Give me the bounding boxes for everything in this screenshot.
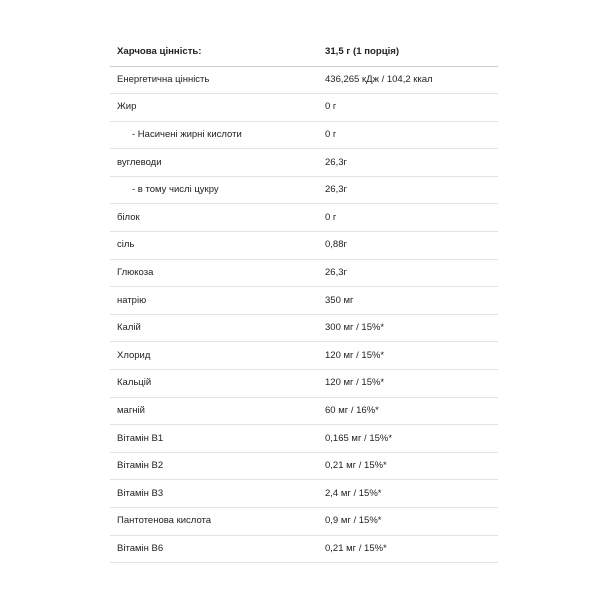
nutrient-value: 26,3г bbox=[325, 156, 347, 168]
nutrient-value: 0,9 мг / 15%* bbox=[325, 515, 382, 527]
nutrient-name: Пантотенова кислота bbox=[117, 515, 212, 527]
table-row bbox=[110, 508, 498, 536]
table-row bbox=[110, 176, 498, 204]
table-row bbox=[110, 94, 498, 122]
table-row bbox=[110, 452, 498, 480]
nutrient-name: сіль bbox=[117, 239, 135, 251]
table-row bbox=[110, 149, 498, 177]
nutrient-name: Енергетична цінність bbox=[117, 73, 210, 85]
nutrient-name: магній bbox=[117, 404, 145, 416]
table-row bbox=[110, 204, 498, 232]
nutrient-name: Вітамін B1 bbox=[117, 432, 164, 444]
nutrient-value: 26,3г bbox=[325, 184, 347, 196]
nutrient-name: Кальцій bbox=[117, 377, 152, 389]
nutrient-value: 436,265 кДж / 104,2 ккал bbox=[325, 73, 433, 85]
nutrient-name: Жир bbox=[117, 101, 137, 113]
nutrient-value: 0 г bbox=[325, 101, 337, 113]
nutrient-value: 300 мг / 15%* bbox=[325, 322, 385, 334]
nutrient-value: 0,165 мг / 15%* bbox=[325, 432, 393, 444]
nutrient-value: 120 мг / 15%* bbox=[325, 349, 385, 361]
table-row bbox=[110, 66, 498, 94]
table-row bbox=[110, 397, 498, 425]
table-header-row bbox=[110, 38, 498, 66]
nutrient-name: - Насичені жирні кислоти bbox=[132, 128, 242, 140]
nutrient-value: 0,21 мг / 15%* bbox=[325, 460, 387, 472]
table-row bbox=[110, 425, 498, 453]
nutrient-value: 0 г bbox=[325, 128, 337, 140]
table-row bbox=[110, 287, 498, 315]
nutrient-name: Вітамін B3 bbox=[117, 487, 164, 499]
table-row bbox=[110, 259, 498, 287]
nutrient-name: Вітамін B2 bbox=[117, 460, 164, 472]
table-row bbox=[110, 121, 498, 149]
table-row bbox=[110, 232, 498, 260]
nutrition-table bbox=[110, 38, 498, 563]
nutrient-name: вуглеводи bbox=[117, 156, 162, 168]
table-row bbox=[110, 314, 498, 342]
nutrient-name: - в тому числі цукру bbox=[132, 184, 219, 196]
nutrient-name: натрію bbox=[117, 294, 147, 306]
nutrient-name: білок bbox=[117, 211, 140, 223]
table-row bbox=[110, 342, 498, 370]
table-row bbox=[110, 480, 498, 508]
table-row bbox=[110, 370, 498, 398]
header-value: 31,5 г (1 порція) bbox=[325, 45, 400, 57]
nutrient-name: Вітамін B6 bbox=[117, 542, 164, 554]
nutrient-value: 26,3г bbox=[325, 266, 347, 278]
nutrient-value: 350 мг bbox=[325, 294, 354, 306]
table-row bbox=[110, 535, 498, 563]
nutrient-name: Глюкоза bbox=[117, 266, 154, 278]
nutrient-name: Хлорид bbox=[117, 349, 151, 361]
nutrient-value: 0 г bbox=[325, 211, 337, 223]
header-name: Харчова цінність: bbox=[117, 45, 202, 57]
nutrient-value: 60 мг / 16%* bbox=[325, 404, 379, 416]
nutrient-value: 2,4 мг / 15%* bbox=[325, 487, 382, 499]
nutrient-value: 120 мг / 15%* bbox=[325, 377, 385, 389]
nutrient-value: 0,88г bbox=[325, 239, 347, 251]
nutrient-value: 0,21 мг / 15%* bbox=[325, 542, 387, 554]
nutrient-name: Калій bbox=[117, 322, 141, 334]
